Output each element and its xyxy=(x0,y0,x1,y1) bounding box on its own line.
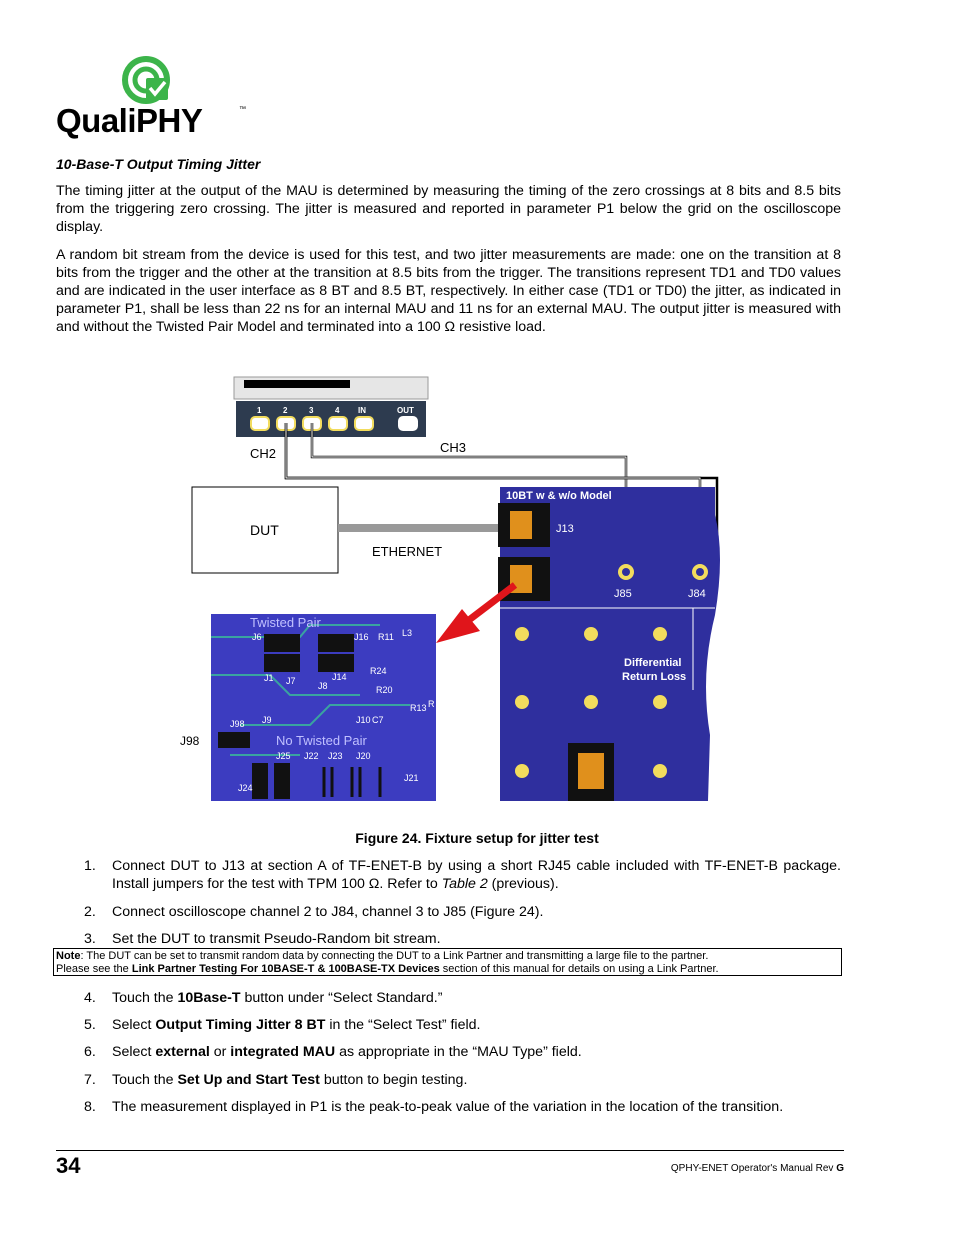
ch2-label: CH2 xyxy=(250,446,277,461)
note-text-line-2a: Please see the xyxy=(56,963,132,975)
pcb-label-r20: R20 xyxy=(376,685,393,695)
step-text-after: button to begin testing. xyxy=(319,1072,468,1088)
step-text-italic: Table 2 xyxy=(441,876,488,892)
step-text: Select xyxy=(112,1017,156,1033)
pcb-label-r11: R11 xyxy=(378,632,394,642)
pcb-label-j10: J10 xyxy=(356,715,371,725)
scope-ch3-label: 3 xyxy=(309,406,314,415)
pcb-label-j21: J21 xyxy=(404,773,419,783)
pcb-label-j22: J22 xyxy=(304,751,319,761)
step-bold-2: integrated MAU xyxy=(230,1044,336,1060)
pcb-label-r: R xyxy=(428,699,435,709)
section-title: 10-Base-T Output Timing Jitter xyxy=(56,156,261,172)
note-link-partner-section: Link Partner Testing For 10BASE-T & 100BASE-TX Devices xyxy=(131,963,440,975)
step-text: Select xyxy=(112,1044,156,1060)
ethernet-label: ETHERNET xyxy=(372,544,443,559)
pcb-label-c7: C7 xyxy=(372,715,384,725)
step-text: The measurement displayed in P1 is the peak-to-peak value of the variation in the location of the transition. xyxy=(112,1099,784,1115)
paragraph-timing-jitter: The timing jitter at the output of the MAU is determined by measuring the timing of the zero crossings at 8 bits and 8.5 bits from the triggering zero crossing. The jitter is measured and reported in parameter P1 below the grid on the oscilloscope display. xyxy=(56,183,841,235)
pcb-label-j8: J8 xyxy=(318,681,328,691)
pcb-label-j6: J6 xyxy=(252,632,262,642)
note-text-line-2b: section of this manual for details on using a Link Partner. xyxy=(439,963,719,975)
footer-revision: G xyxy=(836,1163,844,1174)
dut-label: DUT xyxy=(250,522,279,538)
j85-label: J85 xyxy=(614,588,632,600)
logo-mark-icon xyxy=(120,54,180,104)
step-text-after: as appropriate in the “MAU Type” field. xyxy=(335,1044,582,1060)
logo-trademark: ™ xyxy=(239,106,246,113)
page-number: 34 xyxy=(56,1153,81,1178)
step-number: 4. xyxy=(84,990,96,1006)
fixture-diagram xyxy=(180,375,720,805)
pcb-label-j98-board: J98 xyxy=(230,719,245,729)
note-label: Note xyxy=(56,950,81,962)
board-title: 10BT w & w/o Model xyxy=(506,490,612,502)
step-bold: external xyxy=(155,1044,210,1060)
paragraph-random-bit-stream: A random bit stream from the device is used for this test, and two jitter measurements are made: one on the transition at 8 bits from the trigger and the other at the transition at 8.5 bits from the trigger. The transitions represent TD1 and TD0 values and are indicated in the user interface as 8 BT and 8.5 BT, respectively. In either case (TD1 or TD0) the jitter, as indicated in parameter P1, shall be less than 22 ns for an internal MAU and 11 ns for an external MAU. The output jitter is measured with and without the Twisted Pair Model and terminated into a 100 Ω resistive load. xyxy=(56,247,841,335)
scope-ch1-label: 1 xyxy=(257,406,262,415)
step-text: Connect oscilloscope channel 2 to J84, channel 3 to J85 (Figure 24). xyxy=(112,904,544,920)
j84-label: J84 xyxy=(688,588,706,600)
j98-label: J98 xyxy=(180,734,200,748)
pcb-label-j24: J24 xyxy=(238,783,253,793)
step-text: Touch the xyxy=(112,1072,178,1088)
step-text-after: in the “Select Test” field. xyxy=(325,1017,481,1033)
step-bold: Output Timing Jitter 8 BT xyxy=(155,1017,326,1033)
step-number: 3. xyxy=(84,931,96,947)
scope-out-label: OUT xyxy=(397,406,414,415)
step-bold: 10Base-T xyxy=(177,990,241,1006)
pcb-label-j7: J7 xyxy=(286,676,296,686)
footer-rule xyxy=(56,1150,844,1151)
no-twisted-pair-label: No Twisted Pair xyxy=(276,733,367,748)
pcb-label-j25: J25 xyxy=(276,751,291,761)
footer-manual-title xyxy=(600,1163,844,1174)
scope-in-label: IN xyxy=(358,406,366,415)
pcb-label-r13: R13 xyxy=(410,703,427,713)
step-number: 5. xyxy=(84,1017,96,1033)
qualiphy-logo xyxy=(56,54,251,140)
note-box xyxy=(53,948,842,976)
twisted-pair-label: Twisted Pair xyxy=(250,615,321,630)
fixture-setup-figure xyxy=(180,375,720,805)
figure-caption: Figure 24. Fixture setup for jitter test xyxy=(355,830,599,846)
step-number: 6. xyxy=(84,1044,96,1060)
note-text-line-1: : The DUT can be set to transmit random data by connecting the DUT to a Link Partner and transmitting a large file to the partner. xyxy=(80,950,709,962)
step-text: Connect DUT to J13 at section A of TF-ENET-B by using a short RJ45 cable included with TF-ENET-B package. Install jumpers for the test with TPM 100 Ω. Refer to xyxy=(112,858,841,892)
pcb-label-j14: J14 xyxy=(332,672,347,682)
scope-ch4-label: 4 xyxy=(335,406,340,415)
pcb-label-j9: J9 xyxy=(262,715,272,725)
pcb-label-r24: R24 xyxy=(370,666,387,676)
footer-manual-text: QPHY-ENET Operator's Manual Rev xyxy=(670,1163,837,1174)
diff-return-loss-label-2: Return Loss xyxy=(622,671,687,683)
step-number: 2. xyxy=(84,904,96,920)
pcb-label-l3: L3 xyxy=(402,628,413,638)
step-bold: Set Up and Start Test xyxy=(177,1072,320,1088)
pcb-label-j20: J20 xyxy=(356,751,371,761)
step-text-mid: or xyxy=(209,1044,231,1060)
pcb-label-j1: J1 xyxy=(264,673,274,683)
step-text-after: button under “Select Standard.” xyxy=(240,990,443,1006)
step-number: 8. xyxy=(84,1099,96,1115)
logo-text: QualiPHY xyxy=(56,102,203,139)
j13-label: J13 xyxy=(556,523,574,535)
pcb-label-j23: J23 xyxy=(328,751,343,761)
step-number: 7. xyxy=(84,1072,96,1088)
ch3-label: CH3 xyxy=(440,440,467,455)
pcb-label-j16: J16 xyxy=(354,632,369,642)
scope-ch2-label: 2 xyxy=(283,406,288,415)
diff-return-loss-label-1: Differential xyxy=(624,657,682,669)
step-text: Set the DUT to transmit Pseudo-Random bit stream. xyxy=(112,931,441,947)
step-text-after: (previous). xyxy=(487,876,559,892)
step-text: Touch the xyxy=(112,990,178,1006)
step-number: 1. xyxy=(84,858,96,874)
